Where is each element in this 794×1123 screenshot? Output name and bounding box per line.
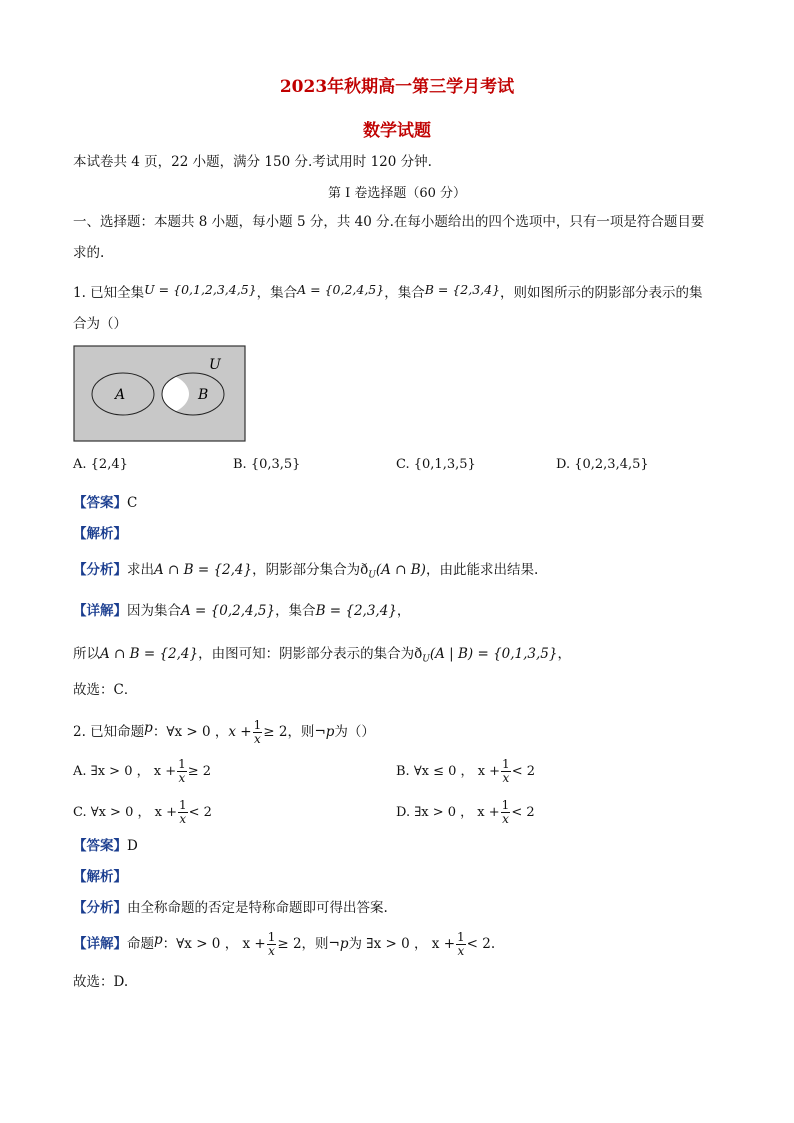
q2-option-c-fraction bbox=[178, 799, 188, 826]
q1-answer-tag: 【答案】 bbox=[73, 495, 127, 511]
q1-fenxi-tag: 【分析】 bbox=[73, 562, 127, 578]
q2-xj-notp: ¬p bbox=[328, 936, 349, 952]
q2-stem-a: 2. 已知命题 bbox=[73, 724, 145, 740]
q2-stem bbox=[73, 717, 375, 747]
fraction-denominator: x bbox=[502, 812, 509, 826]
q1-xj2-text-a: 所以 bbox=[73, 646, 100, 662]
q2-xj-text-b: ：∀x > 0 ， x + bbox=[162, 936, 266, 952]
q1-xiangjie-line1 bbox=[73, 601, 410, 621]
q2-option-c bbox=[73, 798, 212, 828]
q2-option-a-pre: A. ∃x > 0 ， x + bbox=[73, 764, 177, 779]
fraction-denominator: x bbox=[254, 732, 261, 746]
q1-set-b: B = {2,3,4} bbox=[424, 282, 501, 297]
q2-conclusion: 故选：D. bbox=[73, 974, 129, 990]
q1-venn-diagram bbox=[73, 345, 247, 443]
q1-analysis-label: 【解析】 bbox=[73, 526, 127, 542]
fraction-numerator: 1 bbox=[253, 718, 262, 732]
q1-xj2-text-b: ，由图可知：阴影部分表示的集合为 bbox=[198, 646, 415, 662]
venn-label-u: U bbox=[209, 357, 221, 373]
q1-xj2-sub: U bbox=[422, 654, 430, 665]
q2-stem-c: ，则 bbox=[287, 724, 315, 740]
q1-fenxi bbox=[73, 560, 538, 586]
q2-xj-text-d: 为 ∃x > 0 ， x + bbox=[348, 936, 456, 952]
exam-subtitle: 数学试题 bbox=[363, 121, 431, 141]
q2-xiangjie-tag: 【详解】 bbox=[73, 936, 127, 952]
fraction-denominator: x bbox=[178, 771, 186, 785]
q1-xiangjie-line2 bbox=[73, 644, 571, 670]
venn-label-b: B bbox=[198, 387, 209, 403]
q2-option-a-fraction bbox=[177, 758, 187, 785]
q1-stem-line2: 合为（） bbox=[73, 316, 127, 332]
q2-fenxi bbox=[73, 898, 388, 918]
q2-stem-b: ：∀x > 0 ， bbox=[152, 724, 229, 740]
fraction-denominator: x bbox=[179, 812, 187, 826]
q2-option-a bbox=[73, 757, 211, 787]
q2-xj-text-c: ≥ 2，则 bbox=[277, 936, 329, 952]
q1-xj2-complement: ð bbox=[414, 646, 423, 662]
q1-answer-value: C bbox=[127, 495, 138, 511]
fraction-numerator: 1 bbox=[457, 930, 465, 944]
q1-analysis-tag bbox=[73, 524, 127, 544]
q2-option-d-post: < 2 bbox=[511, 805, 535, 820]
q1-stem-c: ，集合 bbox=[384, 285, 425, 301]
q1-fenxi-sub: U bbox=[368, 570, 376, 581]
fraction-denominator: x bbox=[457, 944, 465, 958]
exam-title: 2023年秋期高一第三学月考试 bbox=[279, 77, 515, 97]
q1-fenxi-text-a: 求出 bbox=[127, 562, 154, 578]
q2-option-d-pre: D. ∃x > 0 ， x + bbox=[396, 805, 500, 820]
q1-stem-line1 bbox=[73, 283, 703, 303]
q2-fenxi-text: 由全称命题的否定是特称命题即可得出答案. bbox=[127, 900, 388, 916]
q1-option-c: C. {0,1,3,5} bbox=[396, 457, 476, 472]
venn-label-a: A bbox=[115, 387, 126, 403]
q1-xj1-expr1: A = {0,2,4,5} bbox=[181, 603, 276, 619]
q1-conclusion: 故选：C． bbox=[73, 682, 138, 698]
q1-xj1-expr2: B = {2,3,4} bbox=[315, 603, 397, 619]
q2-xj-fraction-2 bbox=[456, 931, 466, 958]
q2-option-b bbox=[396, 757, 535, 787]
q2-stem-expr: x + bbox=[228, 724, 252, 740]
q1-fenxi-expr3: (A ∩ B) bbox=[375, 562, 426, 578]
q2-stem-d: 为（） bbox=[334, 724, 375, 740]
q1-answer bbox=[73, 493, 137, 513]
q2-option-c-pre: C. ∀x > 0 ， x + bbox=[73, 805, 177, 820]
section-instructions-line2: 求的. bbox=[73, 245, 105, 261]
q2-option-d bbox=[396, 798, 535, 828]
q1-xj2-expr1: A ∩ B = {2,4} bbox=[100, 646, 199, 662]
q2-option-d-fraction bbox=[501, 799, 511, 826]
exam-intro: 本试卷共 4 页，22 小题，满分 150 分.考试用时 120 分钟. bbox=[73, 154, 432, 170]
q2-xj-text-a: 命题 bbox=[127, 936, 154, 952]
fraction-denominator: x bbox=[268, 944, 275, 958]
fraction-numerator: 1 bbox=[178, 798, 187, 812]
q1-fenxi-complement: ð bbox=[360, 562, 369, 578]
q1-xj2-expr3: (A | B) = {0,1,3,5} bbox=[429, 646, 558, 662]
q2-option-b-fraction bbox=[501, 758, 511, 785]
section-instructions-line1: 一、选择题：本题共 8 小题，每小题 5 分，共 40 分.在每小题给出的四个选项中，只有一项是符合题目要 bbox=[73, 214, 705, 230]
fraction-numerator: 1 bbox=[501, 798, 510, 812]
q1-xiangjie-tag: 【详解】 bbox=[73, 603, 127, 619]
q1-option-b: B. {0,3,5} bbox=[233, 457, 301, 472]
q2-stem-fraction bbox=[253, 719, 263, 746]
q2-stem-ge: ≥ 2 bbox=[263, 724, 288, 740]
q2-option-b-post: < 2 bbox=[511, 764, 535, 779]
q1-option-d: D. {0,2,3,4,5} bbox=[556, 457, 649, 472]
q2-xj-fraction-1 bbox=[267, 931, 277, 958]
q1-xj2-text-c: ， bbox=[557, 646, 571, 662]
q1-stem-a: 1. 已知全集 bbox=[73, 285, 145, 301]
q1-stem-b: ，集合 bbox=[256, 285, 298, 301]
q2-xiangjie bbox=[73, 929, 495, 959]
q2-option-b-pre: B. ∀x ≤ 0 ， x + bbox=[396, 764, 501, 779]
q2-fenxi-tag: 【分析】 bbox=[73, 900, 127, 916]
fraction-numerator: 1 bbox=[267, 930, 276, 944]
q1-fenxi-expr1: A ∩ B = {2,4} bbox=[154, 562, 253, 578]
q1-fenxi-text-c: ，由此能求出结果. bbox=[425, 562, 539, 578]
fraction-numerator: 1 bbox=[502, 757, 510, 771]
q2-stem-p: p bbox=[144, 720, 153, 736]
q2-analysis-tag bbox=[73, 867, 127, 887]
q1-stem-d: ，则如图所示的阴影部分表示的集 bbox=[500, 285, 703, 301]
q2-answer bbox=[73, 836, 138, 856]
q1-xj1-text-a: 因为集合 bbox=[127, 603, 181, 619]
q2-xj-text-e: < 2. bbox=[466, 936, 496, 952]
section-title: 第 I 卷选择题（60 分） bbox=[327, 186, 467, 201]
q2-option-c-post: < 2 bbox=[188, 805, 212, 820]
fraction-denominator: x bbox=[502, 771, 510, 785]
q2-stem-notp: ¬p bbox=[314, 724, 335, 740]
q2-option-a-post: ≥ 2 bbox=[187, 764, 212, 779]
q2-analysis-label: 【解析】 bbox=[73, 869, 127, 885]
q1-xj1-text-b: ，集合 bbox=[275, 603, 316, 619]
q1-set-a: A = {0,2,4,5} bbox=[297, 282, 385, 297]
fraction-numerator: 1 bbox=[178, 757, 186, 771]
q1-fenxi-text-b: ，阴影部分集合为 bbox=[252, 562, 361, 578]
q1-universal-set: U = {0,1,2,3,4,5} bbox=[144, 282, 257, 297]
q2-answer-tag: 【答案】 bbox=[73, 838, 127, 854]
q2-xj-p: p bbox=[154, 932, 163, 948]
q1-option-a: A. {2,4} bbox=[73, 457, 128, 472]
q2-answer-value: D bbox=[127, 838, 138, 854]
q1-xj1-text-c: ， bbox=[396, 603, 411, 619]
